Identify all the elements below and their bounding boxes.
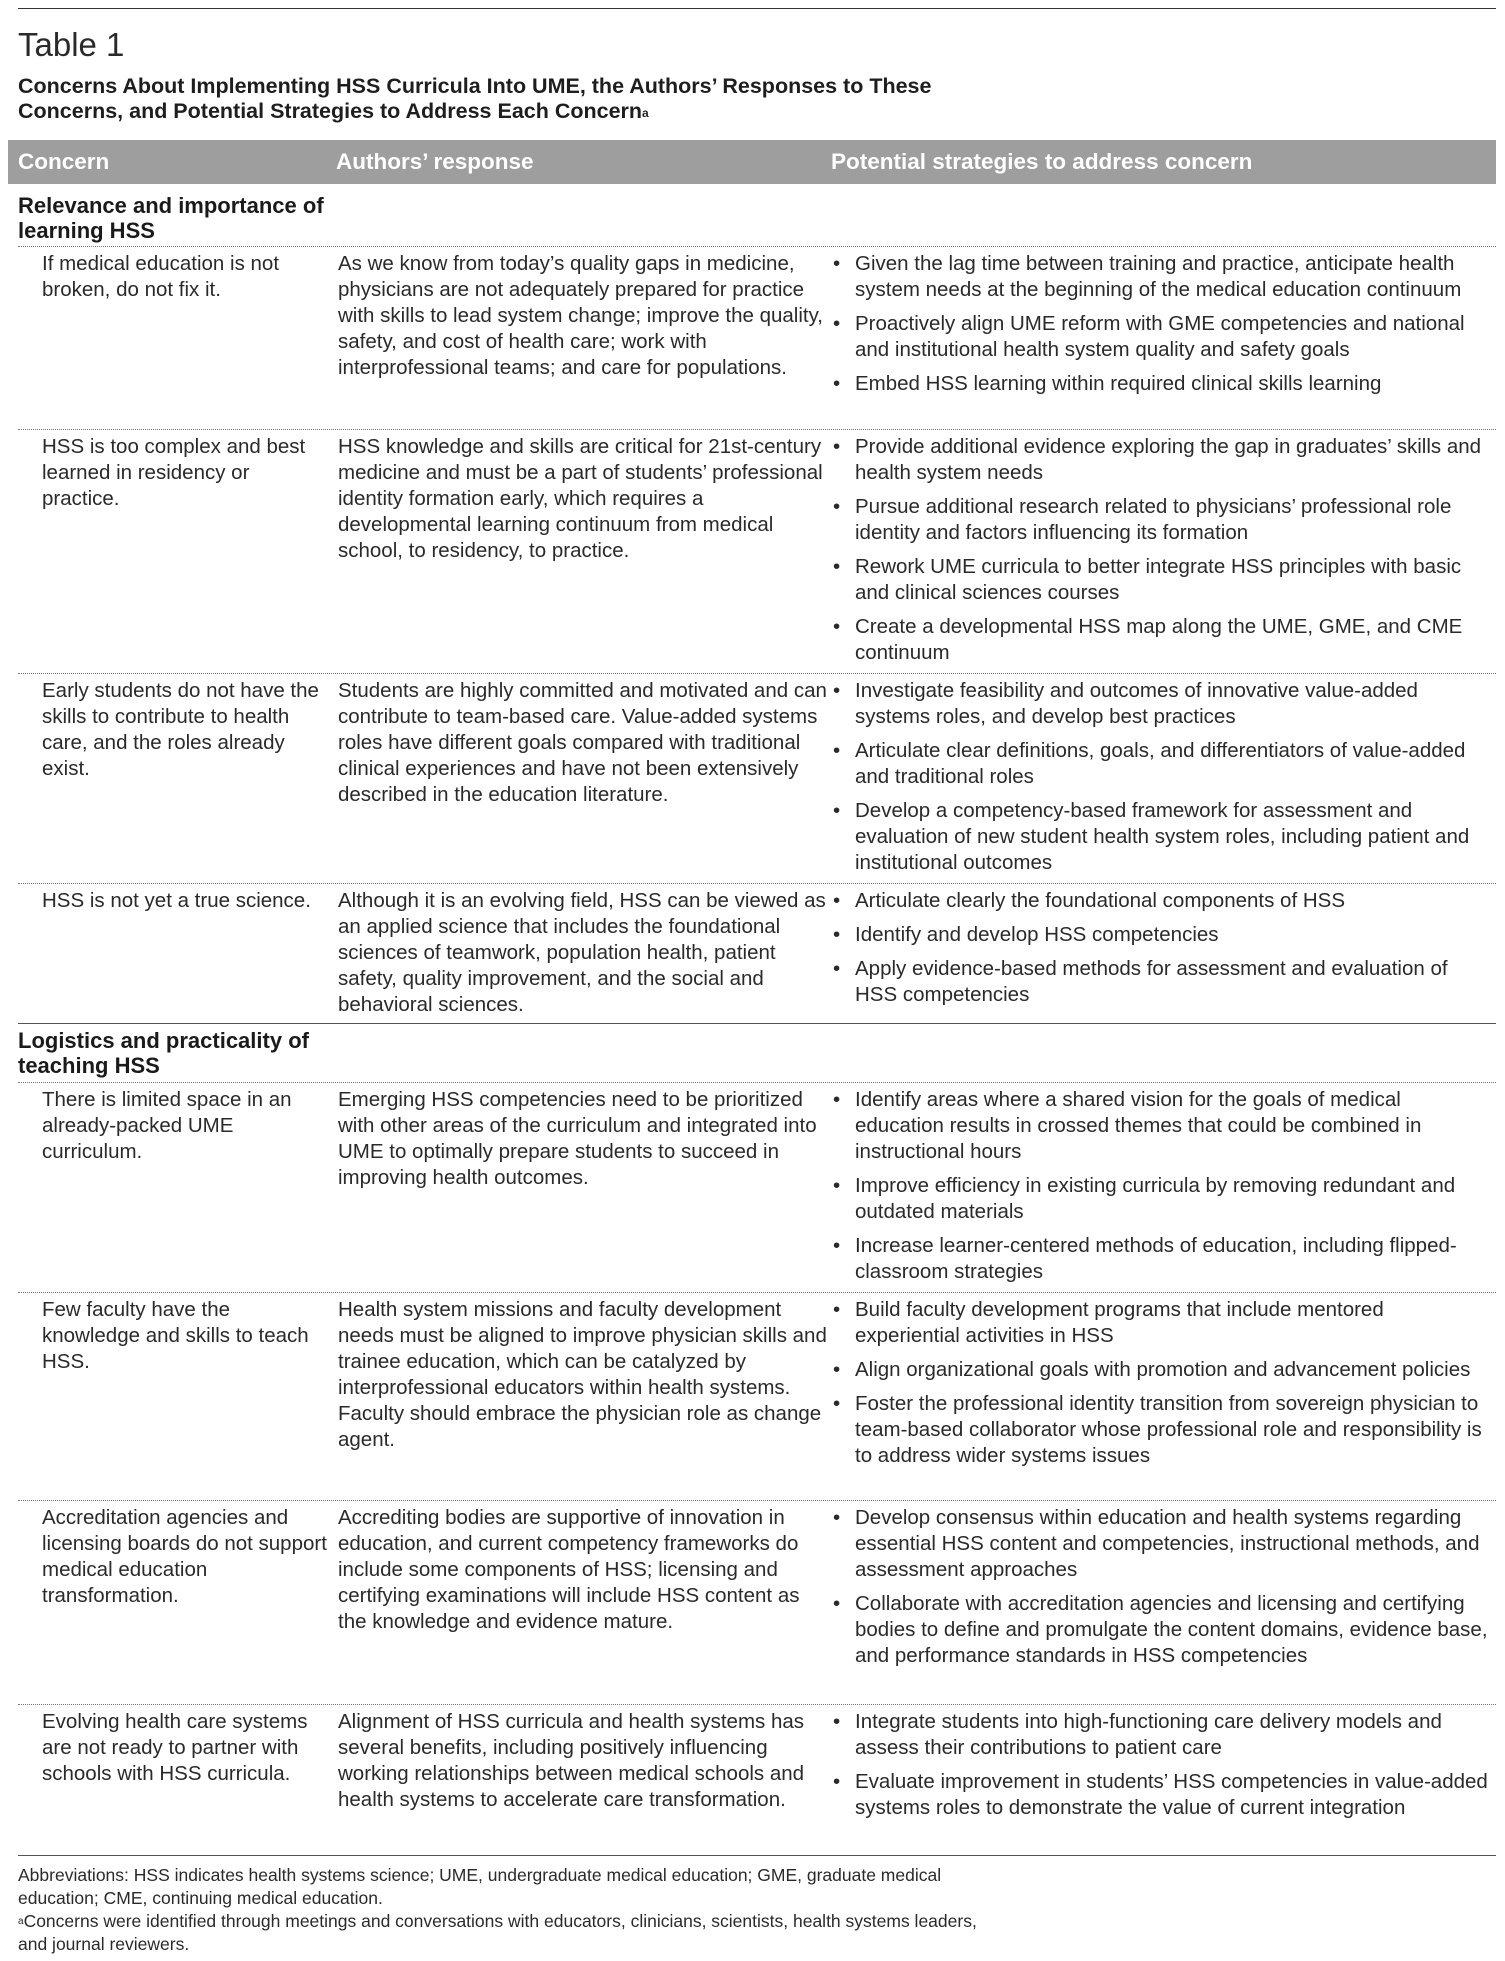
concern-cell: Accreditation agencies and licensing boards do not support medical education transformation. xyxy=(42,1506,327,1607)
strategy-item: • Rework UME curricula to better integrate HSS principles with basic and clinical sciences courses xyxy=(833,554,1493,606)
strategies-cell xyxy=(833,1297,1493,1477)
table-bottom-rule xyxy=(18,1855,1496,1856)
concern-cell: There is limited space in an already-packed UME curriculum. xyxy=(42,1088,292,1163)
section-title: Relevance and importance of learning HSS xyxy=(18,193,324,243)
strategies-cell xyxy=(833,251,1493,405)
strategy-item: • Apply evidence-based methods for assessment and evaluation of HSS competencies xyxy=(833,956,1493,1008)
row-divider xyxy=(18,1082,1496,1083)
table-header xyxy=(8,140,1496,184)
strategy-item: • Develop a competency-based framework for assessment and evaluation of new student health system roles, including patient and institutional outcomes xyxy=(833,798,1493,876)
row-divider xyxy=(18,673,1496,674)
strategy-item: • Given the lag time between training and practice, anticipate health system needs at the beginning of the medical education continuum xyxy=(833,251,1493,303)
row-divider xyxy=(18,246,1496,247)
response-cell: Emerging HSS competencies need to be prioritized with other areas of the curriculum and integrated into UME to optimally prepare students to succeed in improving health outcomes. xyxy=(338,1088,817,1189)
strategy-item: • Proactively align UME reform with GME competencies and national and institutional health system quality and safety goals xyxy=(833,311,1493,363)
row-divider xyxy=(18,1704,1496,1705)
response-cell: Health system missions and faculty development needs must be aligned to improve physician skills and trainee education, which can be catalyzed by interprofessional educators within health systems. Faculty should embrace the physician role as change agent. xyxy=(338,1298,827,1451)
concern-cell: HSS is not yet a true science. xyxy=(42,889,311,912)
concern-cell: Few faculty have the knowledge and skills to teach HSS. xyxy=(42,1298,309,1373)
strategy-item: • Evaluate improvement in students’ HSS competencies in value-added systems roles to demonstrate the value of current integration xyxy=(833,1769,1493,1821)
strategy-item: • Embed HSS learning within required clinical skills learning xyxy=(833,371,1493,397)
header-authors-response: Authors’ response xyxy=(336,149,534,174)
strategy-item: • Identify areas where a shared vision for the goals of medical education results in crossed themes that could be combined in instructional hours xyxy=(833,1087,1493,1165)
strategy-item: • Build faculty development programs that include mentored experiential activities in HSS xyxy=(833,1297,1493,1349)
concern-cell: HSS is too complex and best learned in residency or practice. xyxy=(42,435,306,510)
response-cell: Although it is an evolving field, HSS can be viewed as an applied science that includes the foundational sciences of teamwork, population health, patient safety, quality improvement, and the social and behavioral sciences. xyxy=(338,889,826,1016)
response-cell: Alignment of HSS curricula and health systems has several benefits, including positively influencing working relationships between medical schools and health systems to accelerate care transformation. xyxy=(338,1710,805,1811)
strategies-cell xyxy=(833,888,1493,1016)
strategy-item: • Integrate students into high-functioning care delivery models and assess their contributions to patient care xyxy=(833,1709,1493,1761)
strategy-item: • Pursue additional research related to physicians’ professional role identity and factors influencing its formation xyxy=(833,494,1493,546)
concern-cell: Evolving health care systems are not ready to partner with schools with HSS curricula. xyxy=(42,1710,308,1785)
strategy-item: • Articulate clearly the foundational components of HSS xyxy=(833,888,1493,914)
concern-cell: If medical education is not broken, do not fix it. xyxy=(42,252,280,301)
row-divider xyxy=(18,1500,1496,1501)
response-cell: Accrediting bodies are supportive of innovation in education, and current competency frameworks do include some components of HSS; licensing and certifying examinations will include HSS content as the knowledge and evidence mature. xyxy=(338,1506,800,1633)
footnote-marker: a xyxy=(18,1916,24,1927)
strategies-cell xyxy=(833,1505,1493,1677)
concern-cell: Early students do not have the skills to contribute to health care, and the roles already exist. xyxy=(42,679,319,780)
strategy-item: • Align organizational goals with promotion and advancement policies xyxy=(833,1357,1493,1383)
strategies-cell xyxy=(833,678,1493,884)
response-cell: HSS knowledge and skills are critical for 21st-century medicine and must be a part of students’ professional identity formation early, which requires a developmental learning continuum from medical school, to residency, to practice. xyxy=(338,435,823,562)
strategy-item: • Provide additional evidence exploring the gap in graduates’ skills and health system needs xyxy=(833,434,1493,486)
row-divider xyxy=(18,429,1496,430)
strategy-item: • Articulate clear definitions, goals, and differentiators of value-added and traditional roles xyxy=(833,738,1493,790)
strategy-item: • Foster the professional identity transition from sovereign physician to team-based collaborator whose professional role and responsibility is to address wider systems issues xyxy=(833,1391,1493,1469)
strategies-cell xyxy=(833,1087,1493,1293)
response-cell: As we know from today’s quality gaps in medicine, physicians are not adequately prepared for practice with skills to lead system change; improve the quality, safety, and cost of health care; work with interprofessional teams; and care for populations. xyxy=(338,252,824,379)
section-title: Logistics and practicality of teaching HSS xyxy=(18,1028,309,1078)
row-divider xyxy=(18,883,1496,884)
response-cell: Students are highly committed and motivated and can contribute to team-based care. Value-added systems roles have different goals compared with traditional clinical experiences and have not been extensively described in the education literature. xyxy=(338,679,827,806)
table-title: Concerns About Implementing HSS Curricula Into UME, the Authors’ Responses to These Concerns, and Potential Strategies to Address Each Concern$^a$ xyxy=(18,74,932,123)
strategy-item: • Develop consensus within education and health systems regarding essential HSS content and competencies, instructional methods, and assessment approaches xyxy=(833,1505,1493,1583)
strategy-item: • Identify and develop HSS competencies xyxy=(833,922,1493,948)
strategy-item: • Increase learner-centered methods of education, including flipped-classroom strategies xyxy=(833,1233,1493,1285)
header-concern: Concern xyxy=(18,149,110,174)
abbreviations-footnote: Abbreviations: HSS indicates health systems science; UME, undergraduate medical education; GME, graduate medical education; CME, continuing medical education. xyxy=(18,1865,942,1908)
title-footnote-marker: a xyxy=(642,106,649,120)
strategies-cell xyxy=(833,1709,1493,1829)
strategy-item: • Create a developmental HSS map along the UME, GME, and CME continuum xyxy=(833,614,1493,666)
header-strategies: Potential strategies to address concern xyxy=(831,149,1253,174)
row-divider xyxy=(18,1292,1496,1293)
section-divider xyxy=(18,1023,1496,1024)
table-number: Table 1 xyxy=(18,26,125,63)
strategy-item: • Improve efficiency in existing curricula by removing redundant and outdated materials xyxy=(833,1173,1493,1225)
strategies-cell xyxy=(833,434,1493,674)
source-footnote: $^a$Concerns were identified through meetings and conversations with educators, clinicians, scientists, health systems leaders, and journal reviewers. xyxy=(18,1911,977,1954)
strategy-item: • Investigate feasibility and outcomes of innovative value-added systems roles, and develop best practices xyxy=(833,678,1493,730)
strategy-item: • Collaborate with accreditation agencies and licensing and certifying bodies to define and promulgate the content domains, evidence base, and performance standards in HSS competencies xyxy=(833,1591,1493,1669)
top-rule xyxy=(18,8,1496,9)
